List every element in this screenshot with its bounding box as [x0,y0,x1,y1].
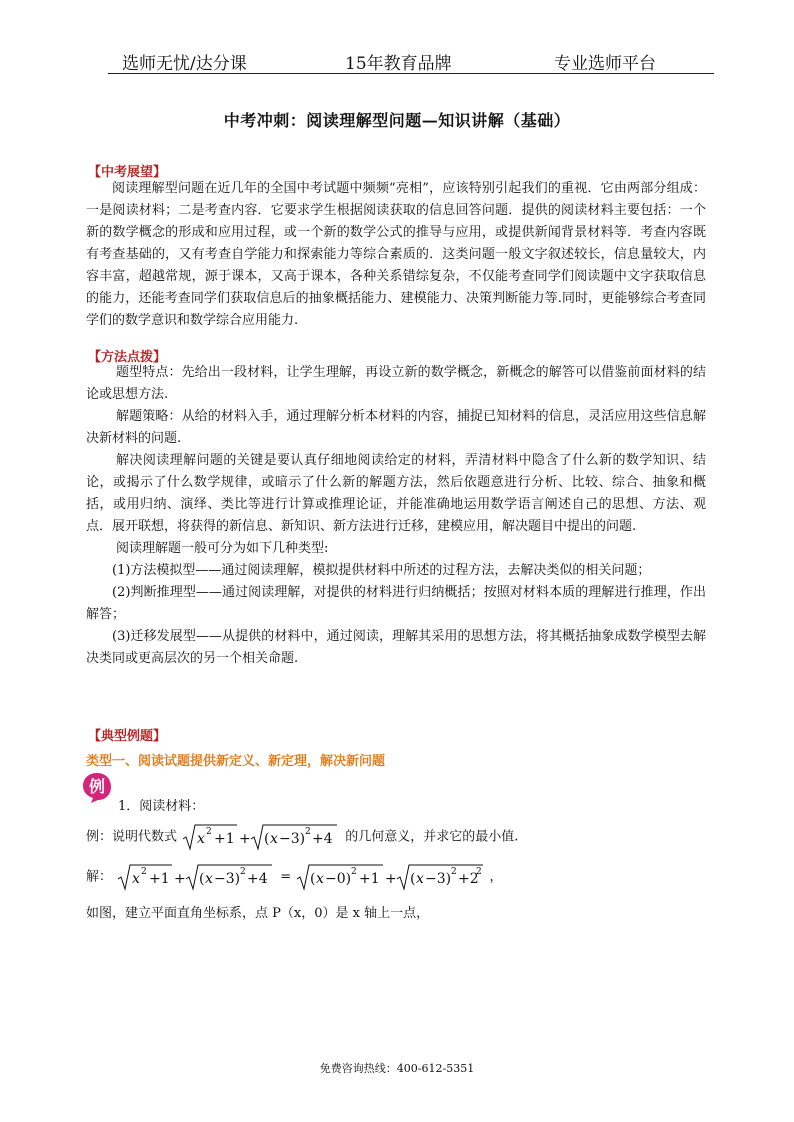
solution-equals: = [280,869,292,885]
header-left: 选师无忧/达分课 [122,54,247,74]
footer-hotline: 免费咨询热线：400-612-5351 [319,1062,475,1075]
svg-text:+: + [239,831,251,847]
examples-heading: 【典型例题】 [88,729,167,744]
outlook-text: 阅读理解型问题在近几年的全国中考试题中频频“亮相”，应该特别引起我们的重视．它由两部分组成：一是阅读材料；二是考查内容．它要求学生根据阅读获取的信息回答问题．提供的阅读材料主要包括：一个新的数学概念的形成和应用过程，或一个新的数学公式的推导与应用，或提供新闻背景材料等．考查内容既有考查基础的，又有考查自学能力和探索能力等综合素质的．这类问题一般文字叙述较长，信息量较大，内容丰富，超越常规，源于课本，又高于课本，各种关系错综复杂，不仅能考查同学们阅读题中文字获取信息的能力，还能考查同学们获取信息后的抽象概括能力、建模能力、决策判断能力等.同时，更能够综合考查同学们的数学意识和数学综合应用能力. [86,181,706,328]
example-prefix: 例：说明代数式 [86,829,178,845]
solution-line [86,862,503,892]
svg-text:x: x [197,831,206,847]
method-p3: 解决阅读理解问题的关键是要认真仔细地阅读给定的材料，弄清材料中隐含了什么新的数学知识、结论，或揭示了什么数学规律，或暗示了什么新的解题方法，然后依题意进行分析、比较、综合、抽象和概括，或用归纳、演绎、类比等进行计算或推理论证，并能准确地运用数学语言阐述自己的思想、方法、观点．展开联想，将获得的新信息、新知识、新方法进行迁移，建模应用，解决题目中提出的问题. [86,453,706,534]
solution-expression-left [116,862,276,892]
example-badge-label: 例 [88,777,106,796]
svg-text:2: 2 [141,867,147,877]
svg-text:2: 2 [476,867,483,877]
outlook-paragraph [86,178,706,332]
method-heading: 【方法点拨】 [88,350,167,365]
coordinate-line: 如图，建立平面直角坐标系，点 P（x，0）是 x 轴上一点， [86,906,430,921]
example-badge-icon [82,772,112,804]
svg-text:(: ( [199,871,205,887]
svg-text:x: x [270,831,279,847]
method-p1: 题型特点：先给出一段材料，让学生理解，再设立新的数学概念，新概念的解答可以借鉴前面材料的结论或思想方法. [86,365,706,402]
question-label: 1．阅读材料： [118,799,205,814]
solution-expression-right [295,862,485,892]
type1-heading: 类型一、阅读试题提供新定义、新定理，解决新问题 [86,754,386,769]
svg-text:x: x [316,871,325,887]
svg-text:x: x [205,871,214,887]
svg-text:−0): −0) [325,871,352,887]
example-suffix: 的几何意义，并求它的最小值. [345,829,519,845]
svg-text:−3): −3) [425,871,452,887]
svg-text:2: 2 [240,867,246,877]
method-block [86,362,706,670]
svg-text:(: ( [310,871,316,887]
solution-prefix: 解： [86,869,113,885]
svg-text:2: 2 [451,867,458,877]
svg-text:(: ( [410,871,416,887]
example-badge [82,772,112,804]
svg-text:+4: +4 [247,871,268,887]
svg-text:−3): −3) [214,871,241,887]
page-header [108,47,714,74]
svg-text:+1: +1 [149,871,170,887]
svg-text:x: x [416,871,425,887]
svg-text:+: + [174,871,186,887]
svg-text:+: + [385,871,398,887]
method-item-2: (2)判断推理型——通过阅读理解，对提供的材料进行归纳概括；按照对材料本质的理解进行推理，作出解答； [86,585,706,622]
outlook-heading: 【中考展望】 [88,165,167,180]
method-p2: 解题策略：从给的材料入手，通过理解分析本材料的内容，捕捉已知材料的信息，灵活应用这些信息解决新材料的问题. [86,409,706,446]
header-right: 专业选师平台 [554,54,656,74]
svg-text:x: x [132,871,141,887]
svg-text:−3): −3) [279,831,306,847]
svg-text:+1: +1 [214,831,235,847]
svg-text:(: ( [264,831,270,847]
method-item-1: (1)方法模拟型——通过阅读理解，模拟提供材料中所述的过程方法，去解决类似的相关问题； [112,563,651,578]
solution-end: ， [489,869,503,885]
svg-text:2: 2 [305,827,311,837]
example-expression [181,822,341,852]
svg-text:+2: +2 [458,871,479,887]
svg-text:+4: +4 [312,831,333,847]
example-line [86,822,518,852]
svg-text:2: 2 [206,827,212,837]
method-p4: 阅读理解题一般可分为如下几种类型: [116,541,329,556]
method-item-3: (3)迁移发展型——从提供的材料中，通过阅读，理解其采用的思想方法，将其概括抽象成数学模型去解决类同或更高层次的另一个相关命题. [86,629,706,666]
header-center: 15年教育品牌 [345,54,452,74]
svg-text:2: 2 [351,867,358,877]
document-title: 中考冲刺：阅读理解型问题—知识讲解（基础） [223,111,571,130]
svg-text:+1: +1 [359,871,380,887]
